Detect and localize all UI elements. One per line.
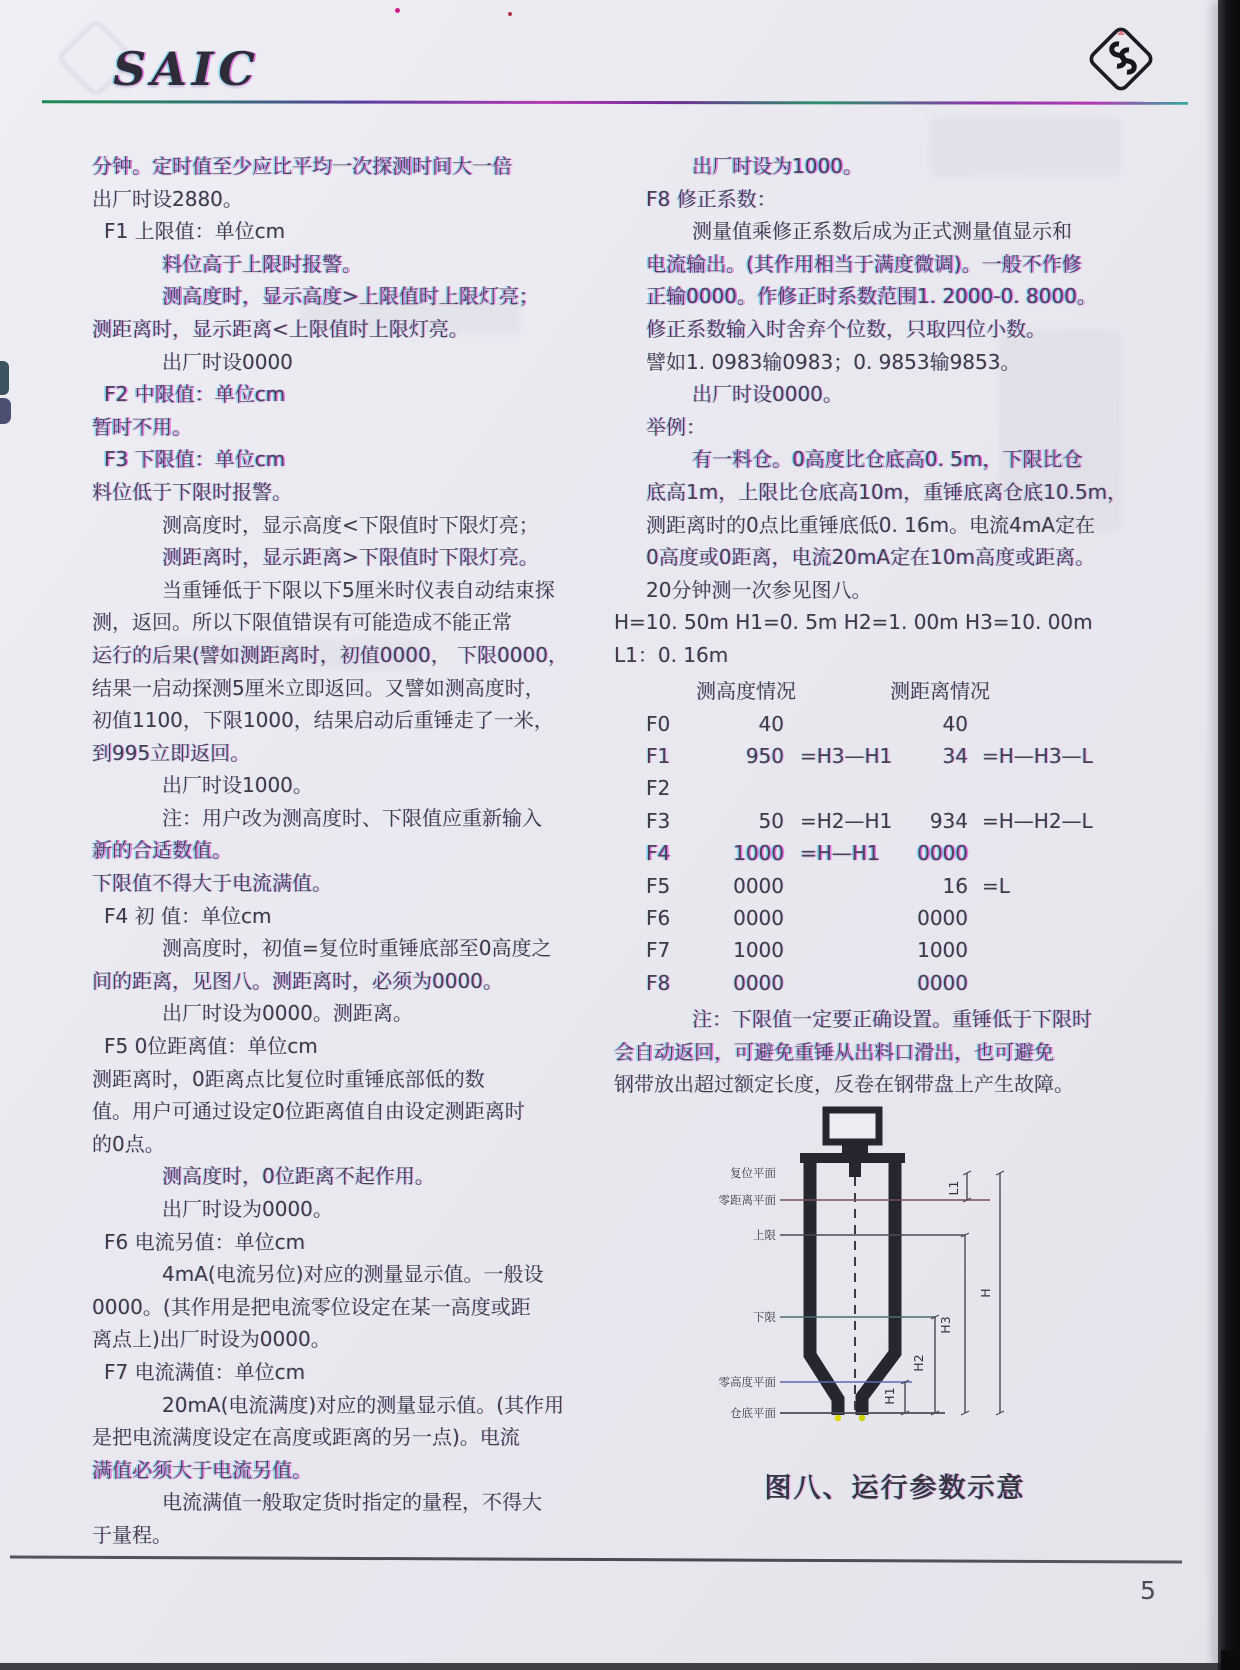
label-upper-limit: 上限 — [753, 1228, 776, 1242]
height-formula — [784, 708, 916, 740]
text-line: 譬如1. 0983输0983；0. 9853输9853。 — [646, 349, 1021, 374]
f-code: F1 — [646, 743, 671, 768]
text-line: 测高度时，显示高度>上限值时上限灯亮； — [162, 284, 539, 309]
text-line: F6 电流另值：单位cm — [104, 1229, 306, 1254]
text-line: 初值1100，下限1000，结果启动后重锤走了一米， — [92, 708, 554, 733]
text-line: 出厂时设为0000。 — [162, 1197, 333, 1221]
text-line: 测距离时，显示距离>下限值时下限灯亮。 — [162, 545, 539, 570]
bin-wall-left — [810, 1163, 838, 1415]
showthrough-smudge — [930, 118, 1120, 176]
text-line: 分钟。定时值至少应比平均一次探测时间大一倍 — [92, 154, 512, 178]
distance-value: 0000 — [917, 841, 968, 866]
text-line: 结果一启动探测5厘米立即返回。又譬如测高度时， — [92, 675, 545, 700]
table-row — [612, 837, 1132, 869]
distance-formula — [968, 934, 1132, 966]
text-line: 测高度时，初值=复位时重锤底部至0高度之 — [162, 936, 552, 961]
company-diamond-logo — [1086, 24, 1156, 94]
f-code: F8 — [646, 970, 671, 995]
height-formula — [784, 967, 916, 999]
instrument-display — [826, 1110, 879, 1142]
text-line: 4mA(电流另位)对应的测量显示值。一般设 — [162, 1262, 544, 1287]
text-line: 注：下限值一定要正确设置。重锤低于下限时 — [692, 1007, 1092, 1032]
f-code: F3 — [646, 808, 671, 833]
scan-bottom-band — [0, 1663, 1240, 1670]
text-line: H=10. 50m H1=0. 5m H2=1. 00m H3=10. 00m — [614, 610, 1093, 635]
text-line: 20mA(电流满度)对应的测量显示值。(其作用 — [162, 1392, 565, 1417]
scan-speck — [508, 12, 512, 16]
text-line: 值。用户可通过设定0位距离值自由设定测距离时 — [92, 1099, 525, 1124]
text-line: 20分钟测一次参见图八。 — [646, 577, 872, 602]
text-line: 料位低于下限时报警。 — [92, 479, 292, 504]
text-line: 测高度时，0位距离不起作用。 — [162, 1164, 435, 1189]
text-line: 会自动返回，可避免重锤从出料口滑出，也可避免 — [614, 1039, 1054, 1064]
height-formula — [784, 902, 916, 934]
text-line: 正输0000。作修正时系数范围1. 2000-0. 8000。 — [646, 284, 1097, 309]
text-line: 满值必须大于电流另值。 — [92, 1457, 312, 1482]
figure-8-diagram — [640, 1093, 1110, 1493]
distance-value: 34 — [942, 743, 968, 768]
distance-formula — [968, 772, 1132, 804]
text-line: F5 0位距离值：单位cm — [104, 1034, 318, 1059]
distance-value: 40 — [942, 711, 968, 736]
height-value: 0000 — [733, 970, 784, 995]
table-row — [612, 870, 1132, 902]
showthrough-smudge — [300, 300, 520, 334]
text-line: 出厂时设为1000。 — [692, 154, 863, 178]
table-row — [612, 708, 1132, 740]
text-line: F3 下限值：单位cm — [104, 447, 286, 472]
table-row — [612, 967, 1132, 999]
height-formula — [784, 870, 916, 902]
left-column — [88, 150, 612, 1552]
height-formula: =H—H1 — [800, 841, 880, 866]
height-value: 1000 — [733, 938, 784, 963]
text-line: F2 中限值：单位cm — [104, 382, 286, 407]
height-value: 50 — [758, 808, 784, 833]
height-value: 0000 — [733, 905, 784, 930]
distance-value — [916, 772, 968, 804]
text-line: 到995立即返回。 — [92, 740, 251, 765]
text-line: 电流输出。(其作用相当于满度微调)。一般不作修 — [646, 251, 1082, 276]
f-code: F7 — [646, 938, 671, 963]
edge-artifact — [0, 398, 11, 424]
text-line: 的0点。 — [92, 1131, 165, 1156]
text-line: 修正系数输入时舍弃个位数，只取四位小数。 — [646, 316, 1046, 341]
f-code: F5 — [646, 873, 671, 898]
dim-label-H3: H3 — [938, 1316, 953, 1334]
text-line: 出厂时设1000。 — [162, 773, 313, 798]
text-line: F7 电流满值：单位cm — [104, 1359, 306, 1384]
table-headers — [612, 674, 1132, 708]
distance-formula: =H—H2—L — [982, 808, 1093, 833]
dim-label-H2: H2 — [911, 1354, 926, 1372]
text-line: 电流满值一般取定货时指定的量程，不得大 — [162, 1490, 542, 1515]
scan-speck — [395, 8, 400, 13]
f-code: F4 — [646, 841, 671, 866]
table-row — [612, 805, 1132, 837]
bin-wall-right — [862, 1163, 895, 1415]
distance-formula: =L — [982, 873, 1010, 898]
table-row — [612, 740, 1132, 772]
figure-caption: 图八、运行参数示意 — [764, 1473, 1026, 1504]
text-line: F4 初 值：单位cm — [104, 903, 272, 928]
height-formula: =H3—H1 — [800, 743, 893, 768]
scan-dot-right — [859, 1415, 865, 1421]
label-lower-limit: 下限 — [753, 1310, 776, 1324]
text-line: L1：0. 16m — [614, 642, 729, 667]
brand-saic: SAIC — [113, 42, 261, 96]
height-value: 40 — [758, 711, 784, 736]
label-reset-plane: 复位平面 — [730, 1166, 776, 1180]
label-zero-height-plane: 零高度平面 — [718, 1375, 776, 1389]
showthrough-smudge — [160, 640, 420, 670]
text-line: 测高度时，显示高度<下限值时下限灯亮； — [162, 512, 539, 537]
distance-formula — [968, 967, 1132, 999]
text-line: 当重锤低于下限以下5厘米时仪表自动结束探 — [162, 577, 555, 602]
col-header-distance: 测距离情况 — [890, 678, 990, 703]
text-line: 暂时不用。 — [92, 414, 192, 439]
text-line: F1 上限值：单位cm — [104, 219, 286, 244]
distance-formula: =H—H3—L — [982, 743, 1093, 768]
text-line: 测距离时的0点比重锤底低0. 16m。电流4mA定在 — [646, 512, 1095, 537]
text-line: 离点上)出厂时设为0000。 — [92, 1327, 331, 1352]
distance-value: 1000 — [917, 938, 968, 963]
height-formula: =H2—H1 — [800, 808, 893, 833]
label-bin-bottom-plane: 仓底平面 — [730, 1406, 776, 1420]
distance-value: 16 — [942, 873, 968, 898]
text-line: 测量值乘修正系数后成为正式测量值显示和 — [692, 219, 1072, 244]
text-line: 注：用户改为测高度时、下限值应重新输入 — [162, 805, 542, 830]
dim-label-H: H — [978, 1288, 993, 1298]
distance-value: 934 — [929, 808, 968, 833]
text-line: 0高度或0距离，电流20mA定在10m高度或距离。 — [646, 545, 1095, 570]
footer-rule — [10, 1555, 1182, 1563]
text-line: 出厂时设0000。 — [692, 382, 843, 407]
text-line: 于量程。 — [92, 1522, 172, 1547]
height-value: 0000 — [733, 873, 784, 898]
logo-s-stroke-2 — [1122, 50, 1135, 72]
plane-labels — [719, 1166, 777, 1420]
height-value: 950 — [745, 743, 784, 768]
text-line: 间的距离，见图八。测距离时，必须为0000。 — [92, 968, 503, 993]
height-formula — [784, 934, 916, 966]
note-paragraph — [612, 1003, 1132, 1101]
dim-label-H1: H1 — [882, 1387, 897, 1405]
f-code: F6 — [646, 905, 671, 930]
distance-value: 0000 — [917, 905, 968, 930]
scan-dot-left — [835, 1415, 841, 1421]
f-code: F2 — [646, 776, 671, 801]
page-number: 5 — [1140, 1576, 1156, 1605]
text-line: 下限值不得大于电流满值。 — [92, 871, 332, 896]
text-line: 举例： — [646, 414, 706, 439]
f-code: F0 — [646, 711, 671, 736]
text-line: 出厂时设2880。 — [92, 186, 243, 211]
text-line: 测距离时，显示距离<上限值时上限灯亮。 — [92, 316, 469, 341]
distance-formula — [968, 837, 1132, 869]
distance-formula — [968, 708, 1132, 740]
table-row — [612, 772, 1132, 804]
text-line: 是把电流满度设定在高度或距离的另一点)。电流 — [92, 1425, 520, 1450]
scan-corner-block — [1221, 1650, 1240, 1670]
text-line: 料位高于上限时报警。 — [162, 251, 362, 276]
dim-label-L1: L1 — [946, 1180, 961, 1196]
distance-value: 0000 — [917, 970, 968, 995]
distance-formula — [968, 902, 1132, 934]
table-row — [612, 934, 1132, 966]
header-rule — [42, 100, 1188, 105]
height-value: 1000 — [733, 841, 784, 866]
scan-edge-band — [1218, 0, 1240, 1670]
col-header-height: 测高度情况 — [696, 678, 796, 703]
text-line: 出厂时设为0000。测距离。 — [162, 1001, 413, 1026]
showthrough-smudge — [1000, 330, 1120, 530]
text-line: 测距离时，0距离点比复位时重锤底部低的数 — [92, 1066, 485, 1091]
text-line: 底高1m，上限比仓底高10m，重锤底离仓底10.5m， — [646, 479, 1128, 504]
text-line: 测，返回。所以下限值错误有可能造成不能正常 — [92, 610, 512, 635]
text-line: 新的合适数值。 — [92, 838, 232, 863]
text-line: 0000。(其作用是把电流零位设定在某一高度或距 — [92, 1294, 531, 1319]
edge-artifact — [0, 361, 9, 395]
text-line: 出厂时设0000 — [162, 349, 293, 374]
parameter-table — [612, 708, 1132, 1000]
text-line: 有一料仓。0高度比仓底高0. 5m，下限比仓 — [692, 447, 1083, 472]
table-row — [612, 902, 1132, 934]
label-zero-distance-plane: 零距离平面 — [718, 1193, 776, 1207]
text-line: 运行的后果(譬如测距离时，初值0000， 下限0000， — [92, 642, 568, 667]
right-column — [612, 150, 1132, 1101]
height-formula — [784, 772, 916, 804]
height-value — [698, 772, 784, 804]
text-line: F8 修正系数： — [646, 186, 777, 211]
text-line: 钢带放出超过额定长度，反卷在钢带盘上产生故障。 — [614, 1072, 1074, 1097]
